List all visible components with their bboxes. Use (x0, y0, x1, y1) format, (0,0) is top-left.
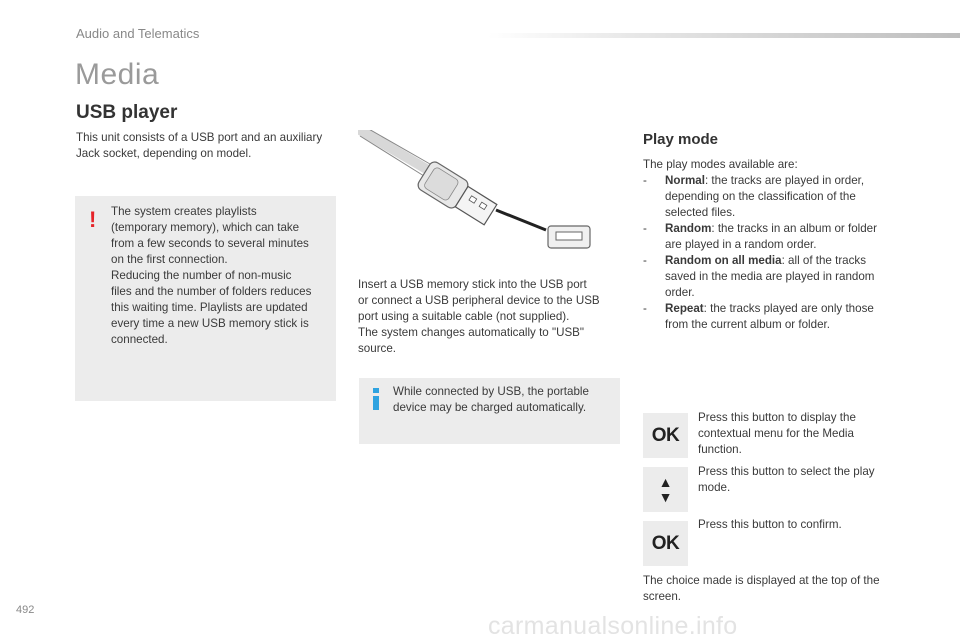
info-line: While connected by USB, the portable (393, 385, 589, 398)
mode-name: Repeat (665, 302, 704, 315)
usb-plug-illustration (358, 130, 598, 250)
warning-line: Reducing the number of non-music (111, 269, 292, 282)
list-item (643, 301, 903, 333)
play-mode-list (643, 173, 903, 333)
insert-line: source. (358, 342, 397, 355)
warning-line: files and the number of folders reduces (111, 285, 312, 298)
mode-desc: order. (665, 286, 695, 299)
warning-box (75, 196, 336, 401)
confirm-button-icon (643, 521, 688, 566)
arrows-button-icon (643, 467, 688, 512)
warning-line: The system creates playlists (111, 205, 257, 218)
exclamation-icon: ! (89, 207, 97, 232)
mode-desc: saved in the media are played in random (665, 270, 875, 283)
confirm-button-description: Press this button to confirm. (698, 518, 842, 531)
arrows-line: Press this button to select the play (698, 465, 875, 478)
list-dash: - (643, 254, 647, 267)
warning-line: from a few seconds to several minutes (111, 237, 309, 250)
ok-confirm-label: OK (651, 532, 680, 554)
ok-label: OK (651, 424, 680, 446)
arrow-up-icon: ▲ (658, 473, 673, 490)
mode-desc: : all of the tracks (781, 254, 867, 267)
warning-line: every time a new USB memory stick is (111, 317, 309, 330)
ok-button-icon (643, 413, 688, 458)
warning-line: this waiting time. Playlists are updated (111, 301, 308, 314)
list-dash: - (643, 302, 647, 315)
page-title: Media (75, 58, 160, 91)
list-item (643, 221, 903, 253)
list-dash: - (643, 174, 647, 187)
choice-line: screen. (643, 590, 682, 603)
list-item (643, 173, 903, 221)
mode-desc: : the tracks in an album or folder (711, 222, 877, 235)
arrows-line: mode. (698, 481, 731, 494)
usb-port-slot (556, 232, 582, 240)
info-line: device may be charged automatically. (393, 401, 587, 414)
play-mode-intro: The play modes available are: (643, 158, 798, 171)
arrow-down-icon: ▼ (658, 488, 673, 505)
choice-text (643, 573, 905, 605)
arrows-button-description (698, 464, 898, 496)
usb-pointer-line (496, 210, 546, 230)
mode-name: Normal (665, 174, 705, 187)
insert-line: or connect a USB peripheral device to the USB (358, 294, 600, 307)
list-dash: - (643, 222, 647, 235)
intro-text: This unit consists of a USB port and an auxiliary Jack socket, depending on model. (76, 131, 323, 160)
header-rule (488, 33, 960, 38)
page-number: 492 (16, 604, 35, 616)
insert-text (358, 277, 620, 357)
insert-line: The system changes automatically to "USB" (358, 326, 585, 339)
usb-cable (360, 130, 428, 170)
ok-line: function. (698, 443, 742, 456)
mode-desc: : the tracks played are only those (703, 302, 874, 315)
mode-desc: from the current album or folder. (665, 318, 830, 331)
info-icon (372, 388, 380, 410)
section-header: Audio and Telematics (76, 26, 200, 41)
mode-desc: selected files. (665, 206, 736, 219)
mode-desc: are played in a random order. (665, 238, 817, 251)
insert-line: port using a suitable cable (not supplied). (358, 310, 570, 323)
mode-desc: depending on the classification of the (665, 190, 856, 203)
warning-text (111, 204, 331, 348)
watermark: carmanualsonline.info (488, 612, 738, 640)
usb-player-subtitle: USB player (76, 102, 178, 123)
list-item (643, 253, 903, 301)
warning-line: connected. (111, 333, 168, 346)
ok-button-description (698, 410, 898, 458)
mode-name: Random on all media (665, 254, 782, 267)
ok-line: contextual menu for the Media (698, 427, 854, 440)
warning-line: on the first connection. (111, 253, 228, 266)
warning-line: (temporary memory), which can take (111, 221, 300, 234)
play-mode-title: Play mode (643, 131, 719, 148)
ok-line: Press this button to display the (698, 411, 856, 424)
info-text (393, 384, 615, 416)
choice-line: The choice made is displayed at the top of the (643, 574, 880, 587)
mode-name: Random (665, 222, 712, 235)
info-box (359, 378, 620, 444)
mode-desc: : the tracks are played in order, (704, 174, 865, 187)
insert-line: Insert a USB memory stick into the USB port (358, 278, 587, 291)
